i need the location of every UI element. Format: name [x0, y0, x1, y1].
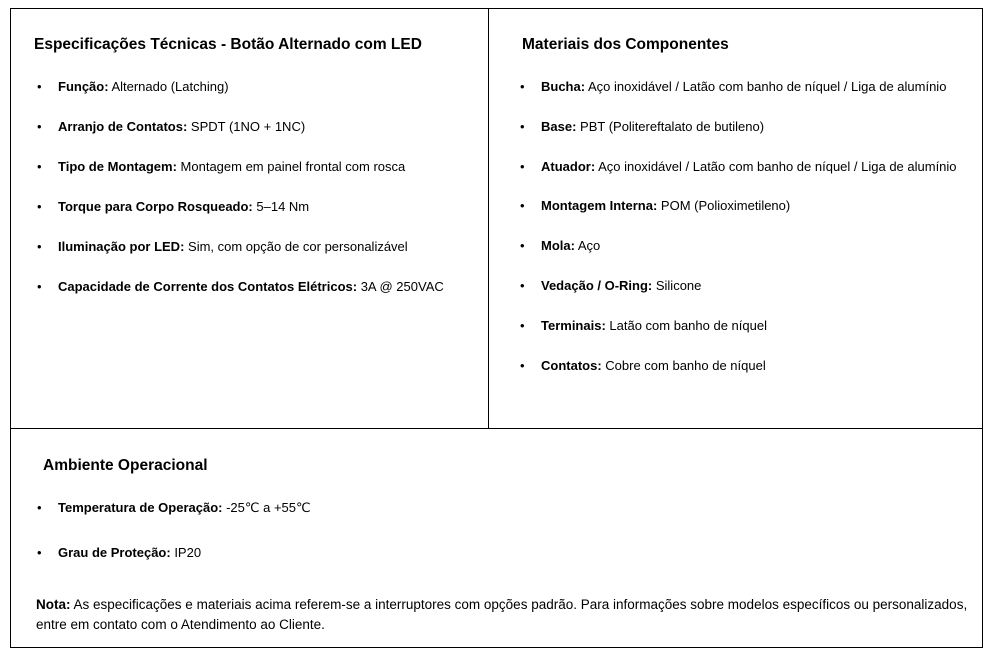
bullet: • — [37, 79, 42, 94]
item-value: PBT (Politereftalato de butileno) — [576, 119, 765, 134]
list-item — [517, 358, 981, 374]
note-text: As especificações e materiais acima referem-se a interruptores com opções padrão. Para informações sobre modelos específicos ou personalizados, entre em contato com o Atendimento ao Cliente. — [36, 597, 968, 632]
environment-list — [34, 500, 311, 590]
bullet: • — [37, 545, 42, 560]
list-item — [517, 278, 981, 294]
item-value: 5–14 Nm — [252, 199, 310, 214]
list-item — [34, 79, 444, 95]
item-label: Contatos: — [541, 358, 602, 373]
list-item — [517, 198, 981, 214]
item-value: Cobre com banho de níquel — [601, 358, 766, 373]
bullet: • — [520, 278, 525, 293]
item-label: Arranjo de Contatos: — [58, 119, 188, 134]
item-label: Atuador: — [541, 159, 596, 174]
bullet: • — [520, 318, 525, 333]
item-value: IP20 — [170, 545, 202, 560]
item-label: Grau de Proteção: — [58, 545, 171, 560]
note-label: Nota: — [36, 597, 71, 612]
list-item — [34, 545, 311, 561]
environment-title: Ambiente Operacional — [43, 457, 208, 474]
item-value: Aço — [574, 238, 601, 253]
bullet: • — [37, 500, 42, 515]
list-item — [517, 159, 981, 175]
bullet: • — [37, 199, 42, 214]
list-item — [517, 318, 981, 334]
list-item — [34, 279, 444, 295]
table-top-row — [11, 9, 982, 429]
list-item — [34, 119, 444, 135]
list-item — [517, 119, 981, 135]
item-value: Aço inoxidável / Latão com banho de níquel / Liga de alumínio — [585, 79, 947, 94]
specs-list — [34, 79, 444, 319]
item-value: POM (Polioximetileno) — [657, 198, 791, 213]
item-value: Sim, com opção de cor personalizável — [184, 239, 408, 254]
item-label: Montagem Interna: — [541, 198, 658, 213]
item-label: Vedação / O-Ring: — [541, 278, 653, 293]
bullet: • — [520, 198, 525, 213]
bullet: • — [37, 239, 42, 254]
bullet: • — [520, 159, 525, 174]
list-item — [517, 238, 981, 254]
item-label: Temperatura de Operação: — [58, 500, 223, 515]
item-label: Capacidade de Corrente dos Contatos Elétricos: — [58, 279, 358, 294]
list-item — [34, 500, 311, 516]
item-label: Bucha: — [541, 79, 586, 94]
specs-title: Especificações Técnicas - Botão Alternado com LED — [34, 36, 422, 53]
bullet: • — [37, 159, 42, 174]
item-value: SPDT (1NO + 1NC) — [187, 119, 306, 134]
specs-cell — [11, 9, 489, 428]
environment-cell — [11, 429, 982, 647]
item-value: Alternado (Latching) — [108, 79, 229, 94]
bullet: • — [37, 119, 42, 134]
item-value: Latão com banho de níquel — [605, 318, 767, 333]
materials-list — [517, 79, 981, 398]
bullet: • — [520, 119, 525, 134]
item-label: Função: — [58, 79, 109, 94]
materials-title: Materiais dos Componentes — [522, 36, 729, 53]
bullet: • — [37, 279, 42, 294]
item-label: Iluminação por LED: — [58, 239, 185, 254]
item-label: Terminais: — [541, 318, 606, 333]
list-item — [34, 239, 444, 255]
bullet: • — [520, 238, 525, 253]
bullet: • — [520, 358, 525, 373]
item-label: Base: — [541, 119, 577, 134]
list-item — [34, 199, 444, 215]
item-value: Silicone — [652, 278, 702, 293]
note-paragraph — [36, 595, 971, 635]
item-label: Tipo de Montagem: — [58, 159, 177, 174]
item-value: Aço inoxidável / Latão com banho de níquel / Liga de alumínio — [595, 159, 957, 174]
item-value: -25℃ a +55℃ — [222, 500, 311, 515]
list-item — [34, 159, 444, 175]
item-label: Mola: — [541, 238, 575, 253]
item-label: Torque para Corpo Rosqueado: — [58, 199, 253, 214]
list-item — [517, 79, 981, 95]
item-value: 3A @ 250VAC — [357, 279, 444, 294]
spec-table — [10, 8, 983, 648]
materials-cell — [489, 9, 982, 428]
item-value: Montagem em painel frontal com rosca — [176, 159, 406, 174]
bullet: • — [520, 79, 525, 94]
